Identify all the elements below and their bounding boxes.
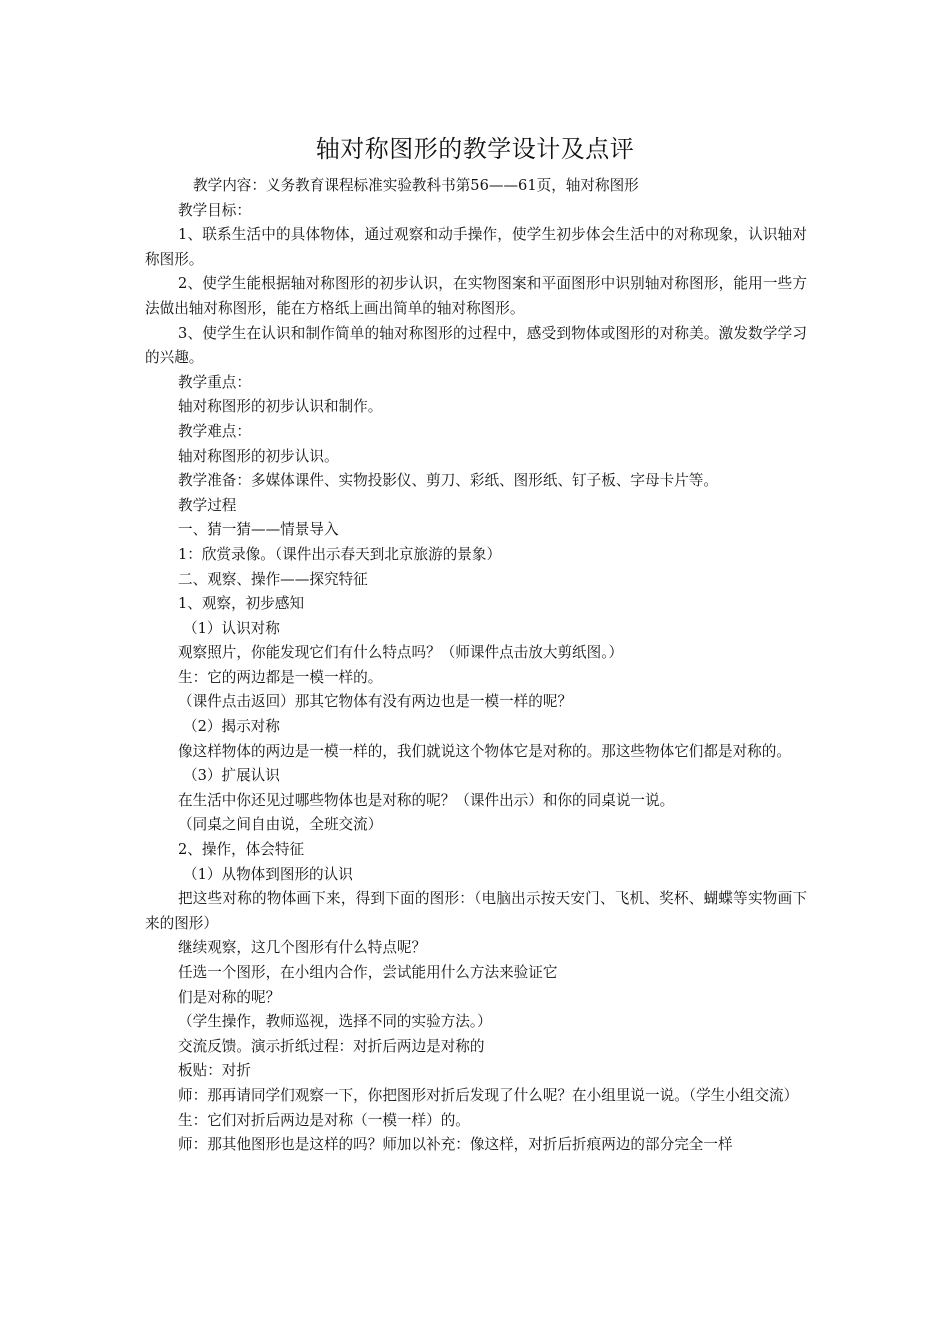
- paragraph-reveal-symmetry: （2）揭示对称: [183, 718, 280, 736]
- paragraph-section-2: 二、观察、操作——探究特征: [178, 570, 368, 588]
- paragraph-objectives-heading: 教学目标：: [178, 201, 251, 219]
- paragraph-observe: 1、观察，初步感知: [178, 595, 305, 613]
- paragraph-draw-objects: 把这些对称的物体画下来，得到下面的图形：（电脑出示按天安门、飞机、奖杯、蝴蝶等实物画下来的图形）: [145, 890, 807, 932]
- paragraph-board-note: 板贴：对折: [178, 1062, 251, 1080]
- paragraph-choose-shape: 任选一个图形，在小组内合作，尝试能用什么方法来验证它: [178, 964, 558, 981]
- paragraph-preparation: 教学准备：多媒体课件、实物投影仪、剪刀、彩纸、图形纸、钉子板、字母卡片等。: [178, 472, 718, 490]
- document-title: 轴对称图形的教学设计及点评: [315, 135, 635, 163]
- paragraph-objective-2: 2、使学生能根据轴对称图形的初步认识，在实物图案和平面图形中识别轴对称图形，能用一些方法做出轴对称图形，能在方格纸上画出简单的轴对称图形。: [145, 275, 807, 317]
- paragraph-deskmate-exchange: （同桌之间自由说，全班交流）: [178, 816, 383, 834]
- paragraph-object-to-shape: （1）从物体到图形的认识: [183, 865, 353, 883]
- paragraph-section-1: 一、猜一猜——情景导入: [178, 521, 339, 539]
- paragraph-symmetry-definition: 像这样物体的两边是一模一样的，我们就说这个物体它是对称的。那这些物体它们都是对称的。: [178, 742, 791, 760]
- paragraph-process-heading: 教学过程: [178, 496, 237, 514]
- paragraph-student-operation: （学生操作，教师巡视，选择不同的实验方法。）: [178, 1013, 492, 1031]
- paragraph-key-points-heading: 教学重点：: [178, 373, 251, 391]
- paragraph-recognize-symmetry: （1）认识对称: [183, 619, 280, 637]
- paragraph-key-points: 轴对称图形的初步认识和制作。: [178, 398, 383, 416]
- paragraph-extend-understanding: （3）扩展认识: [183, 767, 280, 785]
- paragraph-teacher-question: 师：那再请同学们观察一下，你把图形对折后发现了什么呢？在小组里说一说。（学生小组交流）: [178, 1086, 799, 1104]
- document-body: [145, 174, 807, 1158]
- paragraph-objective-1: 1、联系生活中的具体物体，通过观察和动手操作，使学生初步体会生活中的对称现象，认识轴对称图形。: [145, 226, 807, 268]
- paragraph-observe-photo: 观察照片，你能发现它们有什么特点吗？（师课件点击放大剪纸图。）: [178, 644, 624, 662]
- paragraph-teaching-content: 教学内容：义务教育课程标准实验教科书第56——61页，轴对称图形: [193, 177, 639, 194]
- paragraph-difficulties: 轴对称图形的初步认识。: [178, 447, 339, 465]
- paragraph-student-answer-1: 生：它的两边都是一模一样的。: [178, 668, 383, 686]
- paragraph-life-examples: 在生活中你还见过哪些物体也是对称的呢？（课件出示）和你的同桌说一说。: [178, 791, 675, 809]
- paragraph-teacher-summary: 师：那其他图形也是这样的吗？师加以补充：像这样，对折后折痕两边的部分完全一样: [178, 1136, 733, 1154]
- paragraph-courseware-return: （课件点击返回）那其它物体有没有两边也是一模一样的呢？: [178, 693, 573, 711]
- paragraph-video: 1：欣赏录像。（课件出示春天到北京旅游的景象）: [178, 545, 502, 563]
- paragraph-objective-3: 3、使学生在认识和制作简单的轴对称图形的过程中，感受到物体或图形的对称美。激发数学学习的兴趣。: [145, 324, 807, 367]
- paragraph-operate: 2、操作，体会特征: [178, 841, 305, 859]
- paragraph-difficulties-heading: 教学难点：: [178, 422, 251, 440]
- paragraph-verify-symmetry: 们是对称的呢？: [178, 988, 281, 1006]
- paragraph-feedback: 交流反馈。演示折纸过程：对折后两边是对称的: [178, 1037, 485, 1055]
- paragraph-student-answer-2: 生：它们对折后两边是对称（一模一样）的。: [178, 1111, 470, 1129]
- paragraph-continue-observe: 继续观察，这几个图形有什么特点呢？: [178, 939, 427, 957]
